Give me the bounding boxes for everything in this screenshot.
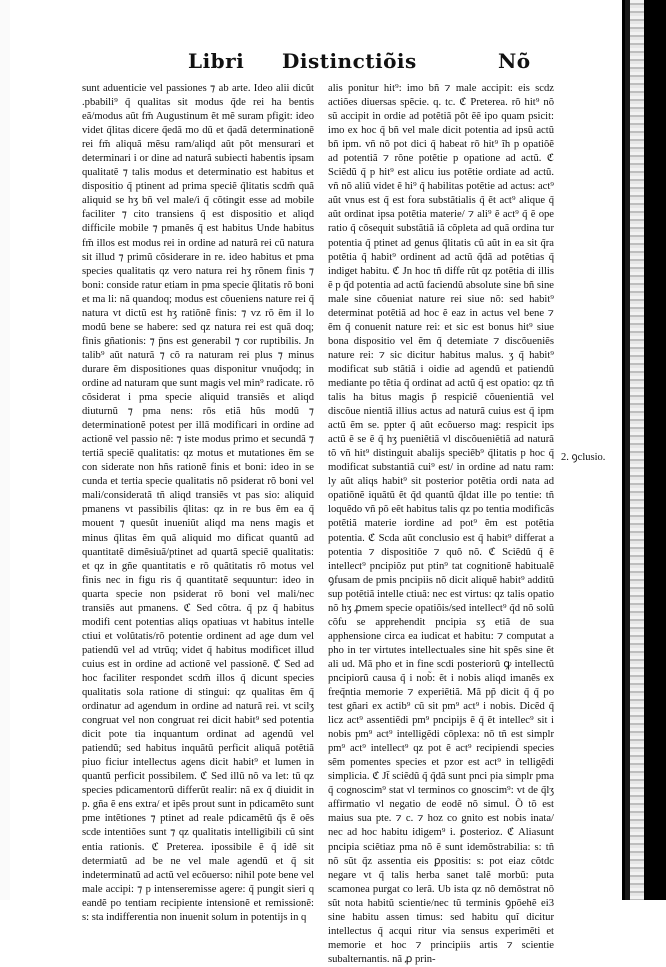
header-right: Nõ [498,49,531,73]
running-header [0,44,666,78]
page-gutter [0,0,10,900]
left-column-text: sunt aduenticie vel passiones ⁊ ab arte. Ideo alii dicũt .pbabili⁹ q̃ qualitas sit modus q̃de rei ha bentis eã/modus aũt fm̃ Augustinum ẽt mẽ suram pfigit: ideo videt q̃litas dicere q̃edã mo dũ et q̃adã determinationẽ rei fm̃ aliquã mẽsu ram/aliqd aũt põt mensurari et determinari i or dine ad naturã subiecti habentis ipsam qualitatẽ ⁊ talis modus et determinatio est habitus et dispositio q̃ ptinent ad prima speciẽ q̃litatis scdm̃ quã aliquid se hʒ bñ vel male/i q̃ cõtingit esse ad mobile faciliter ⁊ cito transiens q̃ est dispositio et aliqd difficile mobile ⁊ pmanẽs q̃ est habitus Unde habitus fm̃ illos est modus rei in ordine ad naturã rei cũ natura sit illud ⁊ primũ cõsiderare in re. ideo habitus et pma species qualitatis qz vero natura rei hʒ rõnem finis ⁊ boni: conside ratur etiam in pma specie q̃litatis rõ boni et ma li: nã quandoq; modus est cõueniens nature rei q̃ natura vt dictũ est hʒ ratiõnẽ finis: ⁊ vz rõ ẽm il lo modũ bene se habere: sed qz natura rei est quã doq; finis gñationis: ⁊ p̃ns est generabil ⁊ cor ruptibilis. Jn talib⁹ aũt naturã ⁊ cõ ra naturam rei plus ⁊ minus durare ẽm dispositiones quas disponitur vnuq̃odq; in ordine ad naturam que sunt magis vel min⁹ radicate. rõ cõsiderat i pma specie aliquid transiẽs et aliqd diuturnũ ⁊ pma nens: rõs etiã hũs modũ ⁊ determinationẽ potest per illã modificari in ordine ad actionẽ vel passio nẽ: ⁊ iste modus primo et secundã ⁊ tertiã speciẽ qualitatis: qz motus et mutationes ẽm se con siderate non hñs rationẽ finis et boni: ideo in se cunda et tertia specie qualitatis nõ psiderat rõ boni vel mali/consideratã tñ aliqd transiẽs vt pas sio: aliquid pmanens vt passibilis q̃litas: qz in re bus ẽm ea q̃ mouent ⁊ quesũt inueniũt aliqd ma nens magis et minus q̃litas ẽm quã aliquid mo dificat quantũ ad quantitatẽ dimẽsiuã/ptinet ad quartã speciẽ qualitatis: et qz in gñe quantitatis e rõ quãtitatis rõ motus vel finis nec in figu ris q̃ quantitatẽ sequuntur: ideo in quarta specie non psiderat rõ boni vel mali/nec transiẽs aut pmanens. ℭ Sed cõtra. q̃ pz q̃ habitus modifi cent potentias aliqs opatiuas vt habitus intelle ctiui et volũtatis/rõ potentie ordinent ad age dum vel patiendũ vel ad vtrũq; videt q̃ habitus modificet illud cuius est in ordine ad actionẽ vel passionẽ. ℭ Sed ad hoc faciliter respondet scdm̃ illos q̃ dicunt species qualitatis sola ratione di stingui: qz qualitas ẽm q̃ ordinatur ad agendum in ordine ad naturã rei. vt scilʒ congruat vel non congruat rei dicit habit⁹ sed potentia dicit pote tia inquantum ordinat ad agendũ vel patiendũ; sed habitus inquãtũ perficit aliquã potẽtiã piuo ficiur intellectus agens dicit habit⁹ et lumen in quantũ perficit possibilem. ℭ Sed illũ nõ va let: tũ qz species pdicamentorũ differũt realir: nã ex q̃ diuidit in p. gña ẽ ens extra/ et ipẽs prout sunt in pdicamẽto sunt pme intẽtiones ⁊ ptinet ad reale pdicamẽtũ q̃s ẽ oẽs scde intentiões sunt ⁊ qz qualitatis intelligibili cũ sint entia rationis. ℭ Preterea. ipossibile ẽ q̃ idẽ sit determiatũ ad be ne vel male agendũ et q̃ sit indeterminatũ ad actũ vel ecõuerso: nihil pote bene vel male accipi: ⁊ p intenseremisse agere: q̃ pungit sieri q eandẽ po tentiam recipiente intensionẽ et remissionẽ: s: sta indifferentia non inuenit solum in potentijs in q [82,83,314,923]
marginal-note: 2. ꝯclusio. [561,452,606,463]
header-left: Libri [188,49,245,73]
right-column-text: alis ponitur hit⁹: imo bñ ⁊ male accipit: eis scdz actiões diuersas spẽcie. q. tc. ℭ Preterea. rõ hit⁹ nõ sũ accipit in ordie ad potẽtiã põt ẽẽ ipo quam psicit: imo ex hoc q̃ bñ vel male dicit potentia ad ipsũ actũ bñ ipm. vñ nõ pot dici q̃ habeat rõ hit⁹ ĩh p opatiõẽ ad potentiã ⁊ rõne potẽtie p opatione ad actũ. ℭ Sciẽdũ q̃ p hit⁹ est alicu ius potẽtie ordiate ad actũ. vñ nõ aliũ videt ẽ hi⁹ q̃ habilitas potẽtie ad actus: act⁹ aũt vnus est q̃ est fora substãtialis q̃ ẽt act⁹ alique q̃ aũt ordinat ipsa potẽtia materie/ ⁊ ali⁹ ẽ act⁹ q̃ ẽ ope ratio q̃ cõsequit substãtiã iã cõpleta ad quã ordina tur potentia q̃ ptinet ad genus q̃litatis cũ aũt in ea sit q̃ra potẽtia q̃ habit⁹ ordinent ad actũ q̃dã ad potẽtias q̃ indiget habitu. ℭ Jn hoc tñ diffe rũt qz potẽtia di illis ẽ p q̃d potentia ad actũ faciendũ absolute sine bñ sine male sine cõueniat nature rei siue nõ: sed habit⁹ determinat potẽtiã ad hoc ẽ eaz in actus vel bene ⁊ ẽm q̃ conuenit nature rei: et sic est bonus hit⁹ siue bona dispositio vel ẽm q̃ detemiate ⁊ discõueniẽs nature rei: ⁊ sic dicitur habitus malus. ʒ q̃ habit⁹ modificat sub stãtiã i oidie ad agendũ et patiendũ mediante po tẽtia q̃ ordinat ad actũ q̃ est opatio: qz tñ talis ha bitus magis p̃ respiciẽ cõuenientiã vel discõue nientiã illius actus ad naturã cuius est q̃ ipm actũ ẽm se. ppter q̃ aũt ecõuerso mag: respicit ips actũ ẽ se ẽ q̃ hʒ pueniẽtiã vl discõueniẽtiã ad naturã tõ vñ hit⁹ distinguit abalijs speciẽb⁹ q̃litatis p hoc q̃ modificat substantiã cui⁹ est/ in ordine ad natu ram: ly aũt aliqs habit⁹ sit posterior potẽtia ordi nata ad opatiõnẽ iquãtũ ẽt q̃d quantũ q̃ldat ille po tentie: tñ loquẽdo vñ põ eẽt habitus talis qz po tentia modificãs potẽtiã materie iordine ad pot⁹ ẽm est potẽtia potentia. ℭ Scda aũt conclusio est q̃ habit⁹ differat a potentia ⁊ dispositiõe ⁊ quõ nõ. ℭ Sciẽdũ q̃ ẽ intellect⁹ pncipiõz put ptin⁹ tat cognitionẽ habitualẽ ꝯfusam de pmis pncipiis nõ dicit aliquẽ habit⁹ additũ sup potẽtiã intelle ctiuã: nec est virtus: qz talis opatio nõ hʒ ꝓmem specie opatiõis/sed intellect⁹ q̃d nõ solũ cõfu se apprehendit pncipia sʒ etiã de sua apphensione circa ea iudicat et habitu: ⁊ computat a pho in ter virtutes intellectuales sine hit spẽs sine ẽt ali ud. Mã pho et in fine scdi posteriorũ ꝙ intellectũ pncipiorũ causa q̃ i nob̃: ẽt i nobis aliqd imanẽs ex freq̃ntia memorie ⁊ experiẽtiã. Mã pp̃ dicit q̃ q̃ po test gñari ex actib⁹ cũ sit pm⁹ act⁹ i nobis. Dicẽd q̃ licz act⁹ assentiẽdi pm⁹ pncipijs ẽ q̃ ẽt intellec⁹ sit i nobis pm⁹ act⁹ intelligẽdi cõplexa: nõ tñ est simplr pm⁹ act⁹ intellect⁹ qz pot ẽ act⁹ recipiendi species sẽm pomentes species et pzor est act⁹ in telligẽdi simplicia. ℭ Jt̃ sciẽdũ q̃ q̃dã sunt pnci pia simplr pma q̃ cognoscim⁹ stat vl terminos co gnoscim⁹: vt de q̃lʒ affirmatio vl negatio de eodẽ nõ simul. Õ tõ est maius sua pte. ⁊ c. ⁊ hoz co gnito est nobis inata/ nec ad hoc habitu idigem⁹ i. ꝑosterioz. ℭ Aliasunt pncipia sciẽtiaz pma nõ ẽ sunt idemõstrabilia: s: tñ nõ sũt q̃z assentia eis ꝑpositis: s: pot eiaz cõtdc negare vt q̃ talis herba sanet talẽ morbũ: puta scamonea purgat co lerã. Ub ista qz nõ demõstrat nõ sũt nota habitũ scientie/nec tũ terminis ꝯpõehẽ ei3 sine habitu assen timus: sed habitu quĩ dicitur intellectus q̃ acqui ritur via sensus experimẽti et memorie et hoc ⁊ principiis artis ⁊ scientie subalternantis. nã ꝓ prin- [328,83,554,965]
text-column-left [82,82,314,923]
header-center: Distinctiõis [282,49,417,73]
page-edge-strip [630,0,644,900]
text-column-right [328,82,554,965]
